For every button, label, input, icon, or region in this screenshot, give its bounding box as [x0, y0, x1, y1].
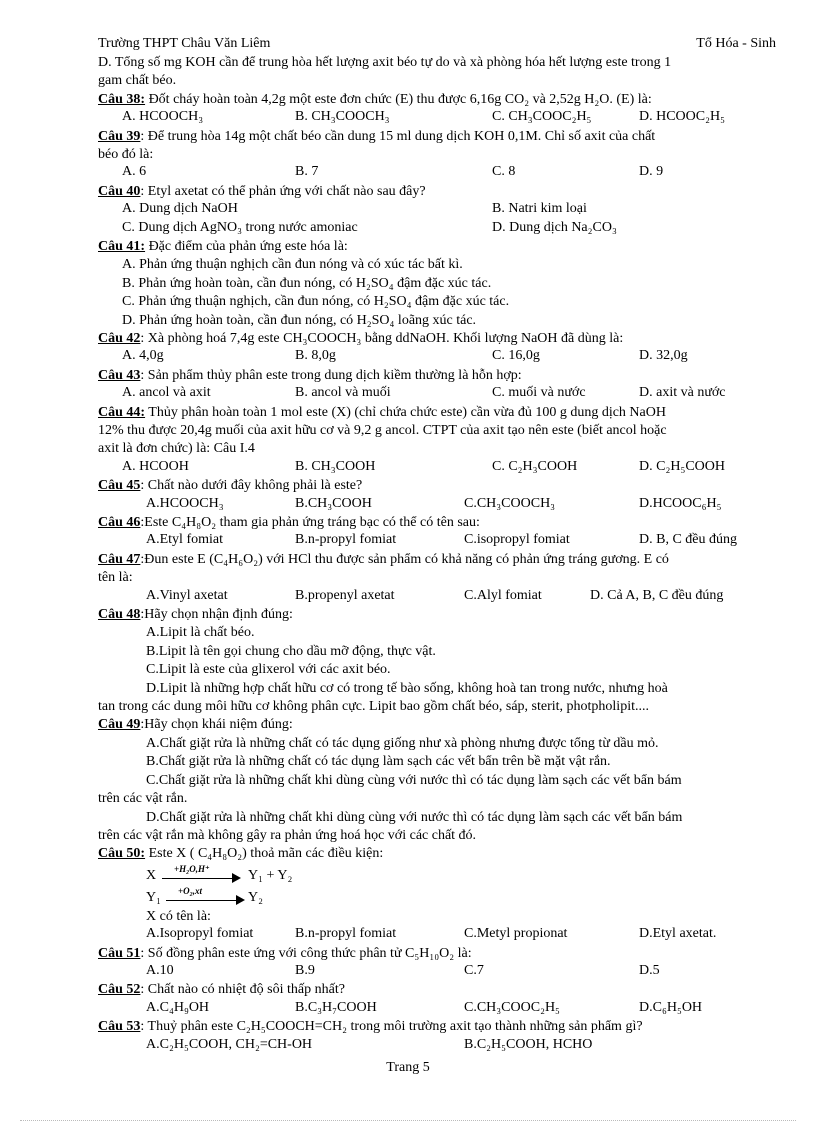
answer-d: D.Lipit là những hợp chất hữu cơ có trong tế bào sống, không hoà tan trong nước, nhưng hoà — [146, 680, 668, 696]
answer-row — [98, 109, 776, 127]
answer-d: D.Etyl axetat. — [639, 926, 717, 942]
department-name: Tổ Hóa - Sinh — [696, 36, 776, 51]
question-50 — [98, 845, 776, 863]
reaction-condition: +O₂,xt — [178, 885, 203, 896]
answer-d: D.HCOOC₆H₅ — [639, 495, 722, 511]
question-text: :Hãy chọn nhận định đúng: — [140, 607, 293, 623]
answer-c: C. CH₃COOC₂H₅ — [492, 109, 592, 125]
answer-a: A. HCOOCH₃ — [122, 109, 204, 125]
answer-c: C.isopropyl fomiat — [464, 532, 570, 548]
intro-line-1: D. Tổng số mg KOH cần để trung hòa hết lượng axit béo tự do và xà phòng hóa hết lượng este trong 1 — [98, 55, 672, 70]
arrow-head — [232, 873, 241, 883]
answer-c: C.Chất giặt rửa là những chất khi dùng cùng với nước thì có tác dụng làm sạch các vết bẩn bám — [146, 772, 682, 788]
question-label: Câu 41: — [98, 239, 146, 254]
reaction-2 — [98, 886, 776, 908]
exam-page — [98, 36, 776, 1055]
answer-b: B. ancol và muối — [295, 385, 391, 401]
answer-b: B. CH₃COOH — [295, 458, 376, 474]
reactant-x: X — [146, 867, 157, 883]
answer-d: D.C₆H₅OH — [639, 999, 703, 1015]
question-text: : Etyl axetat có thể phản ứng với chất nào sau đây? — [140, 183, 426, 199]
answer-b: B.CH₃COOH — [295, 495, 372, 511]
answer-row — [98, 459, 776, 477]
question-label: Câu 45 — [98, 478, 141, 494]
question-53 — [98, 1018, 776, 1036]
question-text: :Đun este E (C₄H₆O₂) với HCl thu được sản phẩm có khả năng có phản ứng tráng gương. E có — [140, 551, 669, 567]
reactant-y1: Y₁ — [146, 889, 161, 905]
answer-c: C. C₂H₃COOH — [492, 458, 578, 474]
question-46 — [98, 514, 776, 532]
question-label: Câu 40 — [98, 183, 141, 199]
answer-c: C. 8 — [492, 164, 516, 180]
answer-a: A.HCOOCH₃ — [146, 495, 224, 511]
reaction-products: Y₁ + Y₂ — [248, 867, 293, 883]
reaction-arrow — [160, 863, 242, 884]
arrow-shaft — [166, 900, 238, 901]
answer-c: C. Dung dịch AgNO₃ trong nước amoniac — [122, 219, 358, 235]
question-text: : Để trung hòa 14g một chất béo cần dung 15 ml dung dịch KOH 0,1M. Chỉ số axit của chất — [140, 128, 656, 144]
question-text: : Xà phòng hoá 7,4g este CH₃COOCH₃ bằng ddNaOH. Khối lượng NaOH đã dùng là: — [140, 331, 624, 347]
answer-a: A.Isopropyl fomiat — [146, 926, 254, 942]
question-43 — [98, 367, 776, 385]
answer-c: C.Alyl fomiat — [464, 587, 542, 603]
question-text: : Chất nào dưới đây không phải là este? — [140, 478, 363, 494]
question-text: :Este C₄H₈O₂ tham gia phản ứng tráng bạc có thể có tên sau: — [140, 515, 480, 531]
question-label: Câu 51 — [98, 945, 141, 961]
answer-d-cont: tan trong các dung môi hữu cơ không phân cực. Lipit bao gồm chất béo, sáp, sterit, photpholipit.... — [98, 699, 649, 715]
answer-c: C.Lipit là este của glixerol với các axit béo. — [146, 662, 391, 678]
answer-b: B.Chất giặt rửa là những chất có tác dụng làm sạch các vết bẩn trên bề mặt vật rắn. — [146, 754, 611, 770]
question-48 — [98, 606, 776, 624]
answer-row — [98, 164, 776, 182]
answer-row — [98, 496, 776, 514]
question-42 — [98, 330, 776, 348]
question-label: Câu 53 — [98, 1019, 141, 1035]
question-text-cont: X có tên là: — [146, 908, 211, 924]
answer-b: B. 8,0g — [295, 348, 336, 364]
question-text: : Chất nào có nhiệt độ sôi thấp nhất? — [140, 982, 345, 998]
question-text: Đốt cháy hoàn toàn 4,2g một este đơn chức (E) thu được 6,16g CO₂ và 2,52g H₂O. (E) là: — [145, 91, 652, 107]
question-text: : Số đồng phân este ứng với công thức phân tử C₅H₁₀O₂ là: — [140, 945, 472, 961]
question-label: Câu 52 — [98, 982, 141, 998]
intro-line-2: gam chất béo. — [98, 73, 177, 89]
reaction-condition: +H₂O,H⁺ — [174, 863, 210, 874]
question-label: Câu 42 — [98, 331, 141, 347]
answer-row — [98, 385, 776, 403]
answer-row — [98, 1000, 776, 1018]
answer-d: D. axit và nước — [639, 385, 726, 401]
answer-a: A. HCOOH — [122, 458, 189, 474]
question-label: Câu 50: — [98, 846, 146, 862]
answer-b: B.C₃H₇COOH — [295, 999, 377, 1015]
question-45 — [98, 477, 776, 495]
answer-row — [98, 588, 776, 606]
answer-a: A. 4,0g — [122, 348, 164, 364]
answer-b: B. CH₃COOCH₃ — [295, 109, 390, 125]
question-text: : Thuỷ phân este C₂H₅COOCH=CH₂ trong môi trường axit tạo thành những sản phẩm gì? — [140, 1019, 643, 1035]
school-name: Trường THPT Châu Văn Liêm — [98, 36, 271, 51]
question-text: : Sản phẩm thủy phân este trong dung dịch kiềm thường là hỗn hợp: — [140, 367, 522, 383]
page-number: Trang 5 — [386, 1060, 430, 1075]
answer-a: A.C₂H₅COOH, CH₂=CH-OH — [146, 1036, 313, 1052]
answer-a: A.C₄H₉OH — [146, 999, 210, 1015]
question-label: Câu 38: — [98, 91, 146, 107]
question-text: Đặc điểm của phản ứng este hóa là: — [145, 239, 348, 254]
answer-a: A.10 — [146, 962, 174, 978]
answer-c: C.CH₃COOC₂H₅ — [464, 999, 560, 1015]
answer-b: B. Natri kim loại — [492, 201, 587, 217]
answer-d: D.Chất giặt rửa là những chất khi dùng cùng với nước thì có tác dụng làm sạch các vết bẩn bám — [146, 809, 683, 825]
question-text: Thủy phân hoàn toàn 1 mol este (X) (chỉ chứa chức este) cần vừa đủ 100 g dung dịch NaOH — [145, 404, 666, 420]
answer-b: B. 7 — [295, 164, 319, 180]
answer-c: C.Metyl propionat — [464, 926, 568, 942]
answer-c: C.CH₃COOCH₃ — [464, 495, 556, 511]
question-text-cont: axit là đơn chức) là: Câu I.4 — [98, 441, 255, 457]
answer-b: B.Lipit là tên gọi chung cho dầu mỡ động, thực vật. — [146, 643, 436, 659]
answer-c: C.7 — [464, 962, 484, 978]
answer-row — [98, 1037, 776, 1055]
answer-b: B.C₂H₅COOH, HCHO — [464, 1036, 593, 1052]
question-text-cont: 12% thu được 20,4g muối của axit hữu cơ và 9,2 g ancol. CTPT của axit tạo nên este (biết ancol hoặc — [98, 423, 667, 439]
question-51 — [98, 945, 776, 963]
answer-c: C. 16,0g — [492, 348, 540, 364]
answer-d-cont: trên các vật rắn mà không gây ra phản ứng hoá học với các chất đó. — [98, 827, 477, 843]
question-40 — [98, 183, 776, 201]
answer-row — [98, 963, 776, 981]
question-49 — [98, 716, 776, 734]
answer-b: B.9 — [295, 962, 315, 978]
answer-b: B.n-propyl fomiat — [295, 532, 397, 548]
answer-a: A. 6 — [122, 164, 147, 180]
question-label: Câu 48 — [98, 607, 141, 623]
answer-c-cont: trên các vật rắn. — [98, 791, 188, 807]
answer-row — [98, 532, 776, 550]
answer-d: D. C₂H₅COOH — [639, 458, 725, 474]
answer-d: D. 32,0g — [639, 348, 688, 364]
answer-d: D. B, C đều đúng — [639, 532, 737, 548]
answer-row — [98, 220, 776, 238]
answer-b: B.n-propyl fomiat — [295, 926, 397, 942]
answer-a: A.Vinyl axetat — [146, 587, 228, 603]
answer-row — [98, 348, 776, 366]
question-label: Câu 44: — [98, 404, 146, 420]
question-44 — [98, 404, 776, 422]
question-label: Câu 46 — [98, 515, 141, 531]
question-41 — [98, 238, 776, 256]
answer-a: A. Phản ứng thuận nghịch cần đun nóng và có xúc tác bất kì. — [122, 257, 463, 273]
question-label: Câu 47 — [98, 551, 141, 567]
question-text-cont: tên là: — [98, 570, 133, 586]
question-text-cont: béo đó là: — [98, 147, 154, 163]
answer-a: A.Chất giặt rửa là những chất có tác dụng giống như xà phòng nhưng được tổng từ dầu mỏ. — [146, 735, 659, 751]
answer-row — [98, 926, 776, 944]
page-header — [98, 36, 776, 54]
reaction-1 — [98, 864, 776, 886]
answer-d: D. 9 — [639, 164, 664, 180]
page-bottom-divider — [20, 1120, 796, 1121]
question-38 — [98, 91, 776, 109]
question-text: Este X ( C₄H₈O₂) thoả mãn các điều kiện: — [145, 846, 384, 862]
answer-a: A.Lipit là chất béo. — [146, 625, 255, 641]
question-47 — [98, 551, 776, 569]
answer-b: B. Phản ứng hoàn toàn, cần đun nóng, có H₂SO₄ đậm đặc xúc tác. — [122, 275, 492, 291]
answer-d: D.5 — [639, 962, 660, 978]
arrow-head — [236, 895, 245, 905]
arrow-shaft — [162, 878, 234, 879]
question-label: Câu 43 — [98, 367, 141, 383]
answer-d: D. Cả A, B, C đều đúng — [590, 587, 724, 603]
question-text: :Hãy chọn khái niệm đúng: — [140, 717, 293, 733]
answer-b: B.propenyl axetat — [295, 587, 395, 603]
answer-d: D. HCOOC₂H₅ — [639, 109, 725, 125]
answer-a: A. ancol và axit — [122, 385, 211, 401]
answer-d: D. Dung dịch Na₂CO₃ — [492, 219, 617, 235]
answer-a: A. Dung dịch NaOH — [122, 201, 238, 217]
answer-a: A.Etyl fomiat — [146, 532, 223, 548]
question-52 — [98, 981, 776, 999]
reaction-arrow — [164, 885, 246, 906]
reaction-product: Y₂ — [248, 889, 263, 905]
answer-c: C. muối và nước — [492, 385, 586, 401]
answer-row — [98, 201, 776, 219]
question-label: Câu 39 — [98, 128, 141, 144]
answer-d: D. Phản ứng hoàn toàn, cần đun nóng, có H₂SO₄ loãng xúc tác. — [122, 312, 477, 328]
question-39 — [98, 128, 776, 146]
question-label: Câu 49 — [98, 717, 141, 733]
answer-c: C. Phản ứng thuận nghịch, cần đun nóng, có H₂SO₄ đậm đặc xúc tác. — [122, 294, 510, 310]
